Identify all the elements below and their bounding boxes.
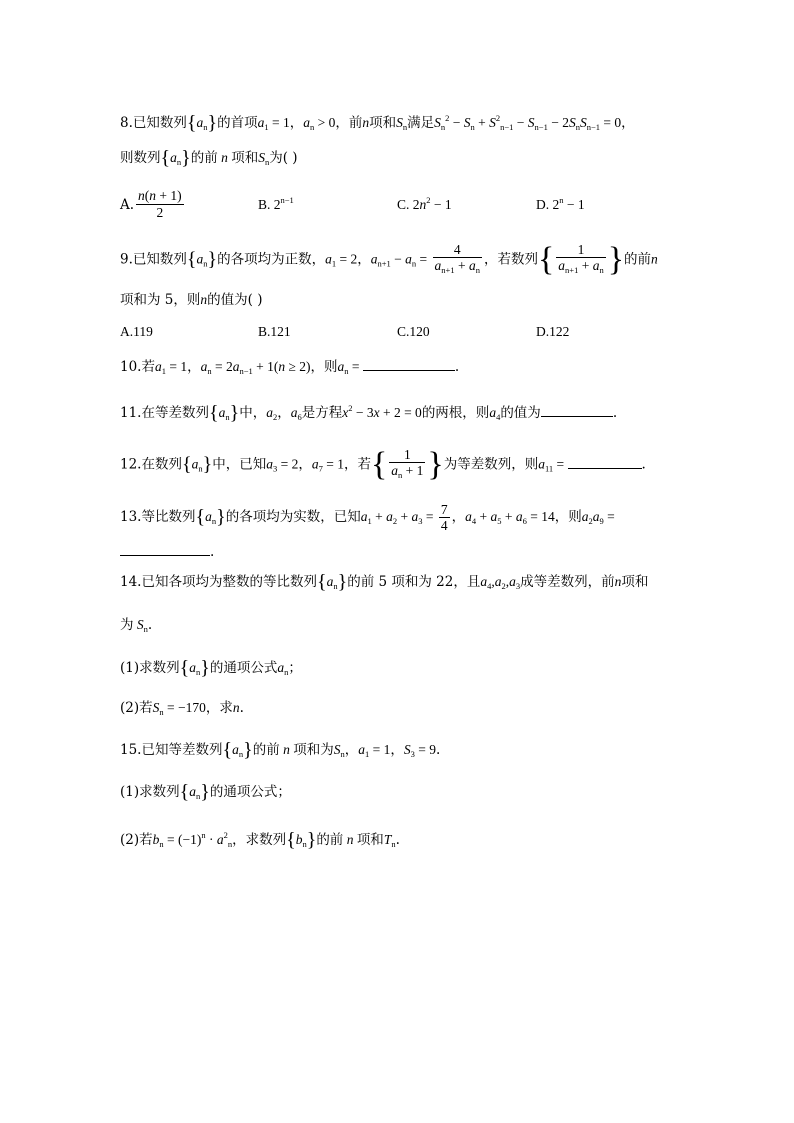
- q8-line2: 则数列$\{a_n\}$的前 n 项和$S_n$为( ): [120, 147, 298, 169]
- q8-option-a[interactable]: A. $\frac{n(n + 1)}{2}$: [120, 188, 182, 220]
- q11-number: 11.: [120, 405, 142, 421]
- q8-option-b[interactable]: B. $2^{n-1}$: [258, 195, 294, 212]
- q12-number: 12.: [120, 456, 142, 473]
- q12-answer-blank[interactable]: [568, 468, 642, 469]
- q15-line1: 15.已知等差数列$\{a_n\}$的前 n 项和为$S_n$，$a_1 = 1$，$S_3 = 9$.: [120, 739, 441, 761]
- q13-line2: .: [120, 542, 214, 562]
- q8-option-c[interactable]: C. $2n^2 - 1$: [397, 195, 452, 212]
- q9-option-a[interactable]: A.119: [120, 324, 153, 339]
- q9-number: 9.: [120, 251, 133, 268]
- q12-line: 12.在数列$\{a_n\}$中，已知$a_3 = 2$，$a_7 = 1$，若{ $\frac{1}{a_n + 1}$ }为等差数列，则$a_{11}$ = .: [120, 446, 646, 483]
- q10-line: 10.若$a_1 = 1$，$a_n = 2a_{n-1} + 1(n \ge 2)$，则$a_n$ = .: [120, 359, 460, 376]
- q10-number: 10.: [120, 359, 142, 375]
- q14-part2: (2)若$S_n = -170$，求n.: [120, 700, 244, 717]
- q13-line1: 13.等比数列$\{a_n\}$的各项均为实数，已知$a_1 + a_2 + a_3$ = $\frac{7}{4}$ ，$a_4 + a_5 + a_6 = 14$，则$a_2a_9$ =: [120, 502, 615, 533]
- q9-line1: 9.已知数列$\{a_n\}$的各项均为正数，$a_1 = 2$，$a_{n+1} - a_n$ = $\frac{4}{a_{n+1} + a_n}$ ，若数列{ $\frac{1}{a_{n+1} + a_n}$ }的前n: [120, 241, 658, 278]
- q13-answer-blank[interactable]: [120, 555, 210, 556]
- q11-line: 11.在等差数列$\{a_n\}$中，$a_2$，$a_6$是方程$x^2 - 3x + 2 = 0$的两根，则$a_4$的值为 .: [120, 402, 618, 424]
- q13-number: 13.: [120, 509, 142, 525]
- q8-line1: 8.已知数列$\{a_n\}$的首项$a_1 = 1$，$a_n > 0$，前n项和$S_n$满足$S_n^2 - S_n + S^2_{n-1} - S_{n-1} - 2S_nS_{n-1} = 0$，: [120, 112, 635, 134]
- q9-option-b[interactable]: B.121: [258, 324, 291, 339]
- q15-number: 15.: [120, 742, 142, 758]
- q9-option-d[interactable]: D.122: [536, 324, 570, 339]
- q8-number: 8.: [120, 115, 133, 131]
- q10-answer-blank[interactable]: [363, 370, 455, 371]
- q9-line2: 项和为 5，则n的值为( ): [120, 292, 263, 308]
- q15-part2: (2)若$b_n = (-1)^n \cdot a^2_n$，求数列$\{b_n\}$的前 n 项和$T_n$.: [120, 829, 400, 851]
- q11-answer-blank[interactable]: [541, 416, 613, 417]
- q8-option-d[interactable]: D. $2^n - 1$: [536, 195, 585, 212]
- q14-line1: 14.已知各项均为整数的等比数列$\{a_n\}$的前 5 项和为 22，且$a_4,a_2,a_3$成等差数列，前n项和: [120, 571, 649, 593]
- q15-part1: (1)求数列$\{a_n\}$的通项公式；: [120, 781, 291, 803]
- q14-line2: 为 $S_n$.: [120, 617, 153, 634]
- q9-option-c[interactable]: C.120: [397, 324, 430, 339]
- q14-number: 14.: [120, 574, 142, 590]
- q14-part1: (1)求数列$\{a_n\}$的通项公式$a_n$；: [120, 657, 302, 679]
